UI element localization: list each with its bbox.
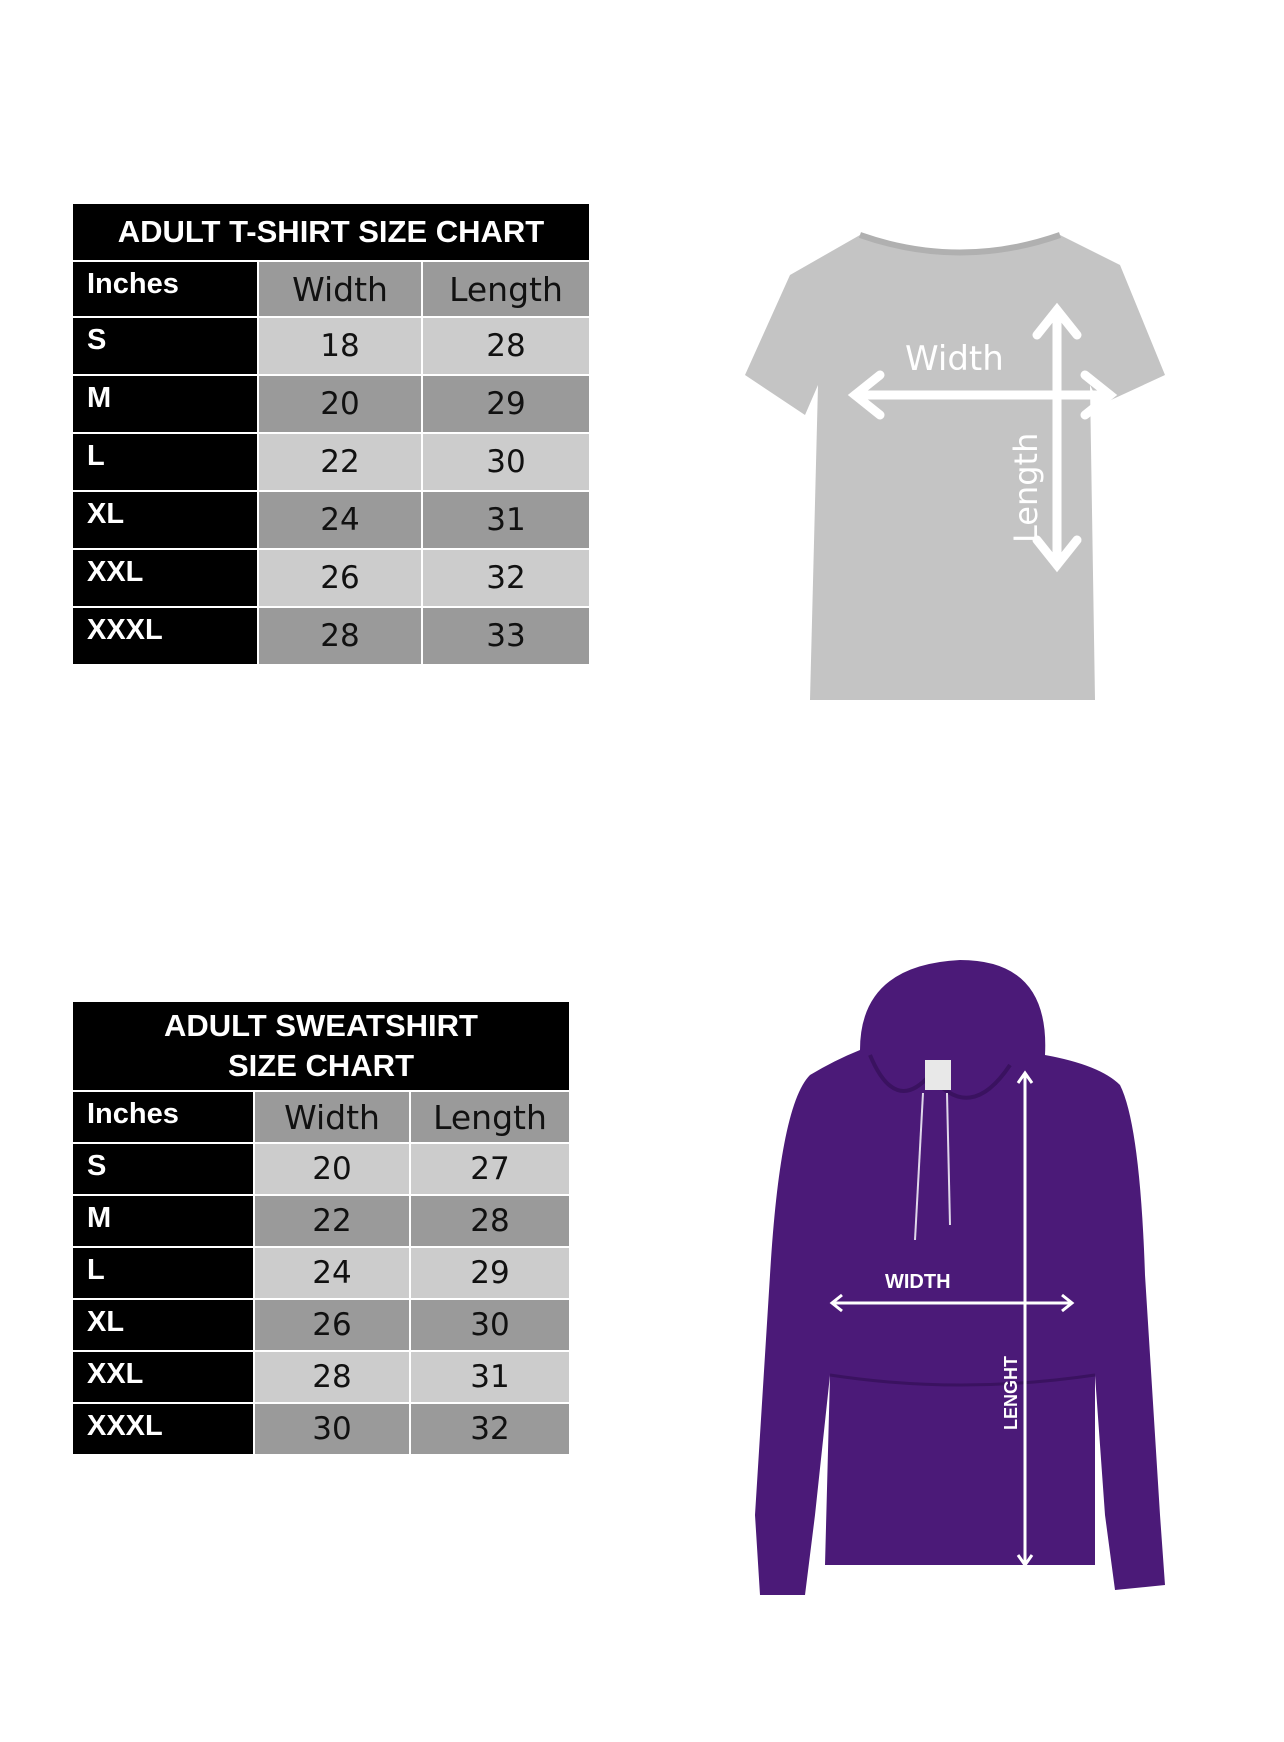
column-header-inches: Inches bbox=[72, 1091, 254, 1143]
table-row bbox=[72, 1143, 570, 1195]
width-value: 26 bbox=[254, 1299, 410, 1351]
width-value: 20 bbox=[258, 375, 422, 433]
width-value: 30 bbox=[254, 1403, 410, 1455]
width-value: 24 bbox=[254, 1247, 410, 1299]
column-header-length: Length bbox=[422, 261, 590, 317]
size-label: L bbox=[72, 1247, 254, 1299]
size-label: M bbox=[72, 375, 258, 433]
width-value: 24 bbox=[258, 491, 422, 549]
width-value: 18 bbox=[258, 317, 422, 375]
size-label: XXL bbox=[72, 1351, 254, 1403]
size-label: XXL bbox=[72, 549, 258, 607]
size-label: XXXL bbox=[72, 1403, 254, 1455]
size-label: XXXL bbox=[72, 607, 258, 665]
length-value: 27 bbox=[410, 1143, 570, 1195]
width-label: WIDTH bbox=[885, 1271, 951, 1293]
column-header-width: Width bbox=[258, 261, 422, 317]
length-value: 31 bbox=[422, 491, 590, 549]
column-header-width: Width bbox=[254, 1091, 410, 1143]
table-row bbox=[72, 317, 590, 375]
tshirt-shape bbox=[745, 235, 1165, 700]
size-label: L bbox=[72, 433, 258, 491]
table-row bbox=[72, 1299, 570, 1351]
length-value: 33 bbox=[422, 607, 590, 665]
column-header-inches: Inches bbox=[72, 261, 258, 317]
length-label: LENGHT bbox=[1001, 1356, 1021, 1430]
sweatshirt-chart-title bbox=[72, 1001, 570, 1091]
width-value: 28 bbox=[258, 607, 422, 665]
table-row bbox=[72, 433, 590, 491]
size-label: XL bbox=[72, 1299, 254, 1351]
length-value: 32 bbox=[422, 549, 590, 607]
width-value: 26 bbox=[258, 549, 422, 607]
length-value: 32 bbox=[410, 1403, 570, 1455]
size-label: S bbox=[72, 1143, 254, 1195]
width-value: 22 bbox=[258, 433, 422, 491]
size-label: S bbox=[72, 317, 258, 375]
neck-label-tag bbox=[925, 1060, 951, 1090]
length-label: Length bbox=[1007, 432, 1045, 543]
sweatshirt-title-line2: SIZE CHART bbox=[228, 1048, 414, 1083]
width-value: 20 bbox=[254, 1143, 410, 1195]
hoodie-measurement-illustration bbox=[720, 955, 1190, 1615]
width-value: 22 bbox=[254, 1195, 410, 1247]
length-value: 31 bbox=[410, 1351, 570, 1403]
width-label: Width bbox=[905, 339, 1004, 379]
table-row bbox=[72, 1247, 570, 1299]
size-label: M bbox=[72, 1195, 254, 1247]
table-row bbox=[72, 607, 590, 665]
tshirt-chart-title: ADULT T-SHIRT SIZE CHART bbox=[72, 203, 590, 261]
width-value: 28 bbox=[254, 1351, 410, 1403]
tshirt-size-chart bbox=[71, 202, 591, 666]
sweatshirt-size-chart bbox=[71, 1000, 571, 1456]
table-row bbox=[72, 1403, 570, 1455]
table-row bbox=[72, 1195, 570, 1247]
table-row bbox=[72, 1351, 570, 1403]
length-value: 30 bbox=[422, 433, 590, 491]
size-label: XL bbox=[72, 491, 258, 549]
length-value: 30 bbox=[410, 1299, 570, 1351]
length-value: 29 bbox=[422, 375, 590, 433]
length-value: 29 bbox=[410, 1247, 570, 1299]
table-row bbox=[72, 491, 590, 549]
hoodie-shape bbox=[755, 960, 1165, 1595]
length-value: 28 bbox=[422, 317, 590, 375]
column-header-length: Length bbox=[410, 1091, 570, 1143]
tshirt-measurement-illustration bbox=[740, 225, 1180, 725]
table-row bbox=[72, 549, 590, 607]
length-value: 28 bbox=[410, 1195, 570, 1247]
table-row bbox=[72, 375, 590, 433]
sweatshirt-title-line1: ADULT SWEATSHIRT bbox=[164, 1008, 478, 1043]
